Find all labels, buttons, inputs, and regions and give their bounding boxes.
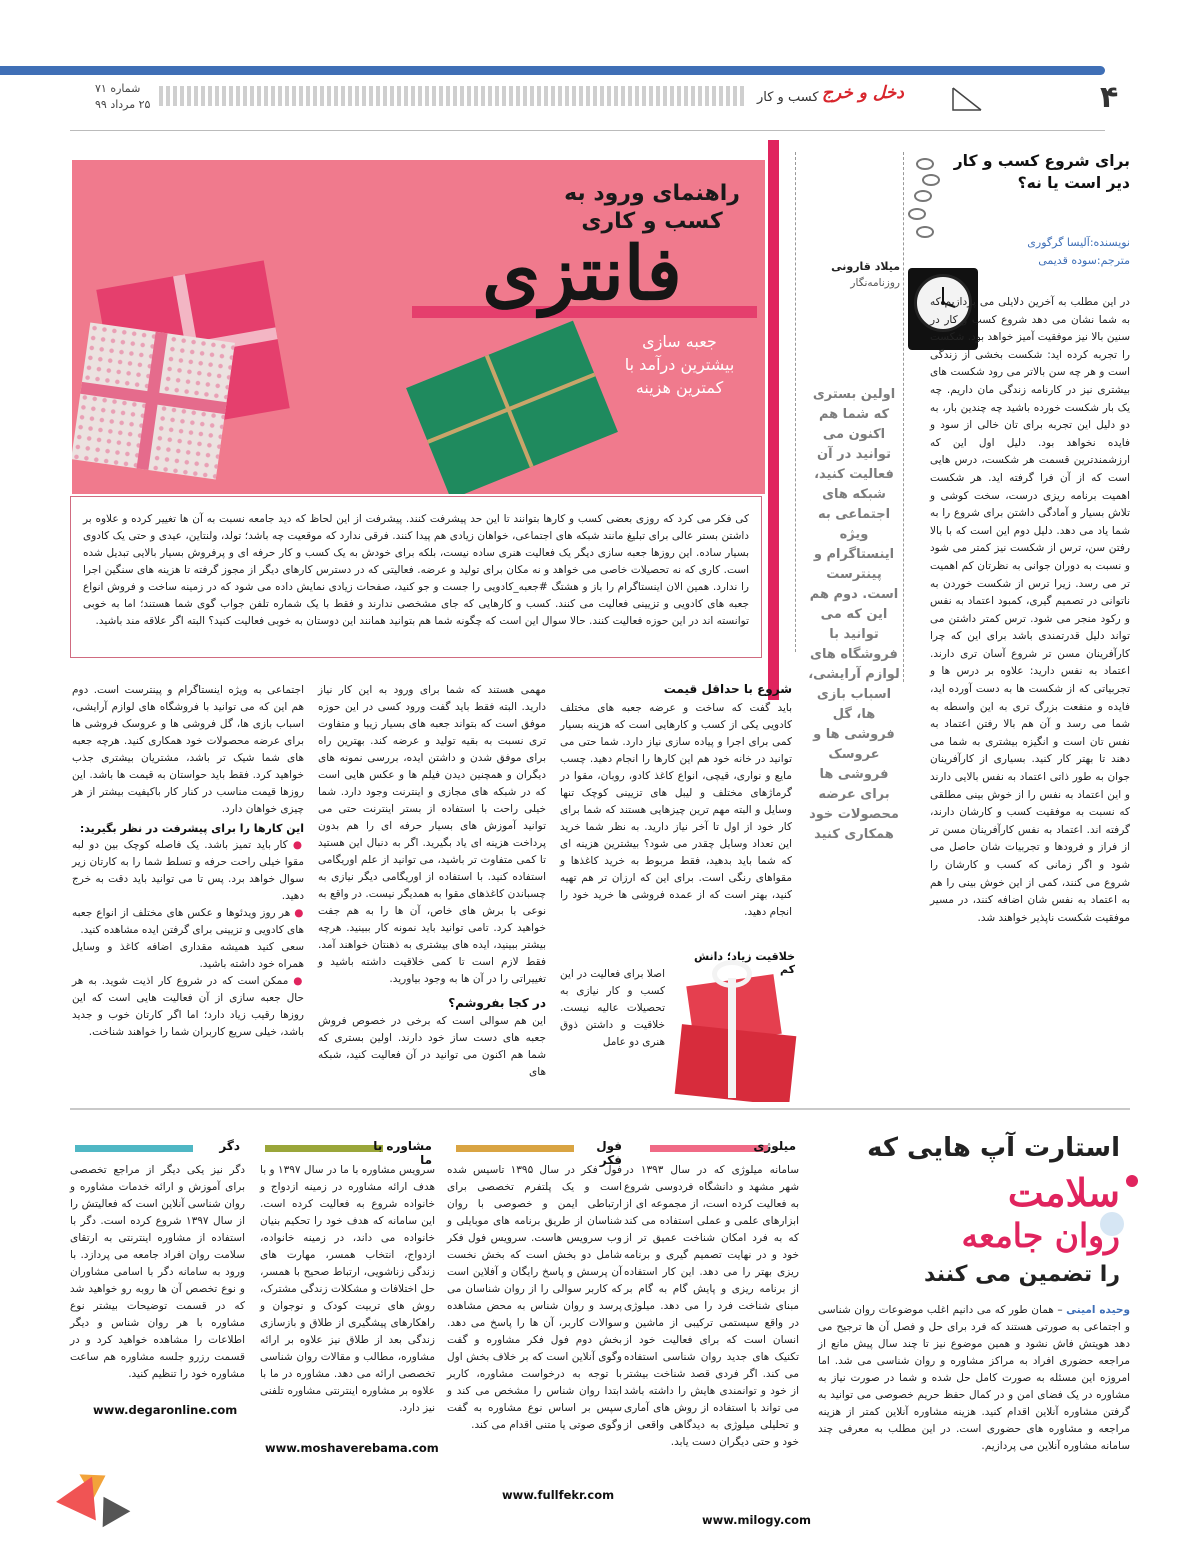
coin-icon [916,226,934,238]
top-accent-bar [0,66,1105,75]
website-link[interactable]: www.degaronline.com [93,1403,238,1417]
column-heading: میلوژی [753,1139,796,1153]
article-column-2 [318,682,546,1081]
feature-kicker: استارت آپ هایی که [867,1133,1120,1163]
article-paragraph: این هم سوالی است که برخی در خصوص فروش جعبه های دست ساز خود دارند. اولین بستری که شما هم اکنون می توانید در آن فعالیت کنید، شبکه های [318,1015,546,1078]
pull-quote: اولین بستری که شما هم اکنون می توانید در آن فعالیت کنید، شبکه های اجتماعی به ویژه اینستاگرام و پینترست است. دوم هم این که می توانید با فروشگاه های لوازم آرایشی، اسباب بازی ها، گل فروشی ها و عروسک فروشی ها برای عرضه محصولات خود همکاری کنید [808,387,900,842]
coin-icon [908,208,926,220]
accent-vertical-bar [768,140,779,700]
column-heading: دگر [219,1139,240,1153]
page-number: ۴ [1100,80,1119,115]
coin-icon [916,158,934,170]
feature-title-2: روان جامعه [961,1216,1120,1255]
website-link[interactable]: www.fullfekr.com [502,1488,615,1502]
hero-kicker-line-2: کسب و کاری [581,209,723,234]
side-article-body-wrap [930,294,1130,927]
tip-item [72,973,304,1041]
column-heading: فول فکر [596,1139,622,1167]
section-label: کسب و کار [757,90,819,105]
article-author: میلاد قارونی [831,260,900,273]
article-intro: کی فکر می کرد که روزی بعضی کسب و کارها بتوانند تا این حد پیشرفت کنند. پیشرفت از این لحاظ که دید جامعه نسبت به آن ها تغییر کرده و علاوه بر داشتن بستر عالی برای تبلیغ مانند شبکه های اجتماعی، خواهان زیادی هم پیدا کنند. فرقی ندارد که موقعیت چه باشد؛ تولد، ولنتاین، عیدی و حتی یک کادوی بسیار ساده. این روزها جعبه سازی دیگر یک فعالیت هنری ساده نیست، بلکه برای خودش به یک کسب و کار حرفه ای و پرفروش بسیار بالایی تبدیل شده است. کاری که نه تحصیلات خاصی می خواهد و نه مکان برای تولید و عرضه. فعالیتی که در دسترس کارهای دیگر از مجوز گرفته تا هزینه های سنگین اجرا را ندارد. همین الان اینستاگرام را باز و هشتگ #جعبه_کادویی را جست و جو کنید، صفحات زیادی نمایش داده می شود که در زمینه ساخت و فروش انواع جعبه های کادویی و تزیینی فعالیت می کنند. کسب و کارهایی که جای مشخصی ندارند و فقط با یک شماره تلفن جواب گوی شما هستند؛ اما به خوبی توانسته اند در این حوزه فعالیت کنند. حالا سوال این است که چگونه شما هم بتوانید همانند این دوستان به خوبی فعالیت کنید؟ البته اگر علاقه مند باشید. [83,513,749,627]
decorative-dot [1126,1175,1138,1187]
hero-subtitle [592,330,765,399]
coin-icon [922,174,940,186]
column-body: سامانه میلوژی که در سال ۱۳۹۳ در شهر مشهد و دانشگاه فردوسی شروع به فعالیت کرده است، از مجموعه ای از ابزارهای علمی و عملی استفاده می کند که به فرد امکان شناخت عمیق تر از خود و در نهایت تصمیم گیری و برنامه ریزی بهتر را می دهد. این کار استفاده از برنامه ریزی و پایش گام به گام بر مبنای شناخت فرد را می دهد. میلوژی در واقع سیستمی ترکیبی از ماشین و انسان است که برای فعالیت خود از تکنیک های جدید روان شناسی استفاده می کند. اگر فردی قصد شناخت بیشتر از خود و توانمندی هایش را داشته باشد می تواند با استفاده از روش های آماری و تحلیلی میلوژی به دیدگاهی واقعی از خود و حتی دیگران دست یابد. [624,1164,799,1448]
hero-subtitle-line-3: کمترین هزینه [635,378,724,397]
hero-image [72,160,765,494]
issue-number: شماره ۷۱ [95,82,141,95]
bullet-icon: ● [290,907,304,919]
coin-icon [914,190,932,202]
article-paragraph: اجتماعی به ویژه اینستاگرام و پینترست است. دوم هم این که می توانید با فروشگاه های لوازم آرایشی، اسباب بازی ها، گل فروشی ها و عروسک فروشی ها برای عرضه محصولات خود همکاری کنید. هرچه جعبه های شما شیک تر باشد، مشتریان بیشتری جذب خواهید کرد. فقط باید حواستان به قیمت ها باشد. این روزها قیمت مناسب در کنار کار باکیفیت بیشتر از هر چیزی خواهان دارد. [72,684,304,815]
feature-title-3: را تضمین می کنند [924,1262,1120,1287]
tip-item [72,939,304,973]
side-article-author: نویسنده:آلیسا گرگوری [1027,236,1130,249]
feature-text: – همان طور که می دانیم اغلب موضوعات روان شناسی و اجتماعی به صورتی هستند که فرد برای حل و فصل آن ها ترجیح می دهد هویتش فاش نشود و همین موضوع نیز تا چند سال پیش مانع از مراجعه حضوری افراد به مراکز مشاوره و روان شناسی می شد. اما امروزه این مسئله به صورت کامل حل شده و شما در صورت نیاز به مشاوره در یک فضای امن و در کمال حفظ حریم خصوصی می توانید به گرفتن مشاوره آنلاین اقدام کنید. هزینه مشاوره آنلاین کمتر از هزینه مراجعه و مشاوره های حضوری است. در این مطلب به معرفی چند سامانه مشاوره آنلاین می پردازیم. [818,1304,1130,1452]
feature-title-1: سلامت [1007,1170,1120,1215]
bullet-icon: ● [287,839,304,851]
gift-box-green [406,321,618,494]
article-column-3 [72,682,304,1041]
issue-date: ۲۵ مرداد ۹۹ [95,98,151,111]
section-heading: این کارها را برای پیشرفت در نظر بگیرید: [79,822,304,835]
header-divider [70,130,1105,131]
hero-subtitle-line-2: بیشترین درآمد با [624,355,735,374]
tip-text: ممکن است که در شروع کار اذیت شوید. به هر حال جعبه سازی از آن فعالیت هایی است که این روزها رقیب زیاد دارد؛ اما اگر کارتان خوب و جدید باشد، خیلی سریع کاربران شما را خواهند شناخت. [72,975,304,1038]
article-intro-box [70,496,762,658]
tip-text: کار باید تمیز باشد. یک فاصله کوچک بین دو لبه مقوا خیلی راحت حرفه و تسلط شما را به کارتان زیر سوال خواهد برد. پس تا می توانید باید دقت به خرج دهید. [72,839,304,902]
tip-text: هر روز ویدئوها و عکس های مختلف از انواع جعبه های کادویی و تزیینی برای گرفتن ایده مشاهده کنید. [72,907,304,936]
section-heading: شروع با حداقل قیمت [663,682,792,696]
column-divider [903,152,904,682]
article-paragraph: مهمی هستند که شما برای ورود به این کار نیاز دارید. البته فقط باید گفت ورود کسی در این حوزه موفق است که بتواند جعبه های بسیار زیبا و متفاوت تری نسبت به بقیه تولید و عرضه کند. بهترین راه برای موفق شدن و داشتن ایده، بررسی نمونه های دیگران و همچنین دیدن فیلم ها و عکس هایی است که در شبکه های مجازی و اینترنت وجود دارد. شما خیلی راحت با استفاده از بستر اینترنت حتی می توانید آموزش های بسیار حرفه ای را هم بدون پرداخت هزینه ای یاد بگیرید. اگر به دنبال این هستید تا کمی متفاوت تر باشید، می توانید از علم اوریگامی استفاده کنید. با استفاده از اوریگامی دیگر نیازی به چسباندن کاغذهای مقوا به همدیگر نیست. در واقع به نوعی با برش های خاص، آن ها را به هم جفت خواهید کرد. تامی توانید باید نمونه کار ببینید. هرچه بیشتر ببینید، ایده های بیشتری به ذهنتان خواهند آمد. فقط لازم است تا کمی خلاقیت داشته باشید و تغییراتی را در آن ها به وجود بیاورید. [318,684,546,985]
article-author-role: روزنامه‌نگار [850,277,900,289]
feature-body [818,1302,1130,1455]
tip-item [72,837,304,905]
article-column-1-bottom [560,966,665,1051]
column-body: فول فکر در سال ۱۳۹۵ تاسیس شده است و یک پلتفرم تخصصی برای ارتباطی ایمن و خصوصی با روان شناسان از طریق برنامه های موبایلی و وب سرویس هاست. سرویس فول فکر شامل دو بخش است که بخش نخست آن پرسش و پاسخ رایگان و آفلاین است که کاربر سوالی را از روان شناسان می پرسد و روان شناس به محض مشاهده سوالات کاربر، آن ها را پاسخ می دهد. بخش دوم فول فکر مشاوره و گفت وگوی آنلاین است که بر خلاف بخش اول با توجه به درخواست مشاوره، کاربر ابتدا روان شناس را مشخص می کند و سپس بر اساس نوع مشاوره به گفت وگوی صوتی یا متنی اقدام می کند. [447,1164,622,1431]
section-divider [70,1108,1130,1110]
hero-kicker-line-1: راهنمای ورود به [564,181,740,206]
column-color-bar [75,1145,193,1152]
side-article-title [920,150,1130,194]
column-divider [795,152,796,652]
side-article-body: در این مطلب به آخرین دلایلی می پردازیم که به شما نشان می دهد شروع کسب و کار در سنین بالا نیز موفقیت آمیز خواهد بود. شکست را تجربه کرده اید: شکست بخشی از زندگی است و هر چه سن بالاتر می رود شکست های بیشتری نیز در کارنامه زندگی مان داریم. چه یک بار شکست خورده باشید چه چندین بار، به دو دلیل این تجربه برای تان خالی از سود و فایده نخواهد بود. دلیل اول این که ارزشمندترین قسمت هر شکست، درس هایی است که از آن فرا گرفته اید. هر شکست اهمیت برنامه ریزی درست، سخت کوشی و تلاش بسیار و آمادگی داشتن برای شروع را به شما یاد می دهد. دلیل دوم این است که با بالا رفتن سن، ترس از شکست نیز کمتر می شود و نسبت به دوران جوانی به نظرتان کم اهمیت تر می رسد. زیرا ترس از شکست خوردن به ناتوانی در تصمیم گیری، کمبود اعتماد به نفس و رکود منجر می شود. ترس کمتر داشتن می تواند دلیل قدرتمندی باشد برای این که چرا کارآفرینان مسن تر شروع آسان تری دارند. اعتماد به نفس دارید: علاوه بر درس ها و تجربیاتی که از شکست ها به دست آورده اید، فایده و منفعت بزرگ تری به این واسطه به شما می رسد و آن هم بالا رفتن اعتماد به نفس تان است و انگیزه بیشتری به شما می دهند تا بهتر کار کنید. بسیاری از کارآفرینان جوان به طور ذاتی اعتماد به نفس بالایی دارند و این اعتماد به نفس را از خوش بینی مطلقی که نسبت به موفقیت کسب و کارشان دارند، گرفته اند. اعتماد به نفس کارآفرینان مسن تر از فراز و فرودها و تجربیات شان حاصل می شود و اگر زمانی که کسب و کارشان را شروع می کنند، کمی از این خوش بینی را هم به اعتماد به نفس شان اضافه کنند، در مسیر موفقیت شکست ناپذیر خواهند شد. [930,296,1130,924]
column-heading: مشاوره با ما [373,1139,432,1167]
feature-byline: وحیده امینی [1066,1304,1130,1316]
publication-logo: دخل و خرج [822,83,904,103]
hero-title: فانتزی [482,231,682,317]
section-heading: در کجا بفروشم؟ [448,996,546,1010]
article-paragraph: اصلا برای فعالیت در این کسب و کار نیازی به تحصیلات عالیه نیست. خلاقیت و داشتن ذوق هنری دو عامل [560,968,665,1048]
bullet-icon: ● [288,975,305,987]
gift-box-white [72,323,235,480]
website-link[interactable]: www.moshaverebama.com [265,1441,439,1455]
article-column-1 [560,682,792,921]
column-color-bar [650,1145,768,1152]
website-link[interactable]: www.milogy.com [702,1513,812,1527]
section-heading: خلاقیت زیاد؛ دانش کم [693,950,795,976]
column-body: دگر نیز یکی دیگر از مراجع تخصصی برای آموزش و ارائه خدمات مشاوره و روان شناسی آنلاین است که فعالیتش را از سال ۱۳۹۷ شروع کرده است. دگر با استفاده از مشاوره اینترنتی به ارتقای سلامت روان افراد جامعه می پردازد. با ورود به سامانه دگر با اسامی مشاوران و نوع تخصص آن ها روبه رو خواهید شد که در قسمت توضیحات بیشتر نوع مشاوره با هر روان شناس و دیگر اطلاعات را مشاهده خواهید کرد و در قسمت رزرو جلسه مشاوره هم ساعت مشاوره خود را تنظیم کنید. [70,1164,245,1380]
hero-subtitle-line-1: جعبه سازی [642,332,717,351]
tip-text: سعی کنید همیشه مقداری اضافه کاغذ و وسایل همراه خود داشته باشید. [72,941,304,970]
gift-box-image [668,940,803,1102]
tip-item [72,905,304,939]
feature-paragraph [818,1302,1130,1455]
side-title-line-2: دیر است یا نه؟ [1017,174,1130,192]
side-article-translator: مترجم:سوده قدیمی [1038,254,1130,267]
column-color-bar [456,1145,574,1152]
side-title-line-1: برای شروع کسب و کار [953,152,1130,170]
header-pattern-strip [159,86,744,106]
column-body: سرویس مشاوره با ما در سال ۱۳۹۷ و با هدف ارائه مشاوره در زمینه ازدواج و خانواده شروع به فعالیت کرده است. این سامانه که هدف خود را تحکیم بنیان خانواده می داند، در زمینه خانواده، ازدواج، انتخاب همسر، مهارت های زندگی زناشویی، ارتباط صحیح با همسر، حل اختلافات و مشکلات زندگی مشترک، روش های تربیت کودک و نوجوان و راهکارهای پیشگیری از طلاق و بازسازی زندگی بعد از طلاق نیز علاوه بر ارائه مشاوره، مطالب و مقالات روان شناسی تخصصی ارائه می دهد. مشاوره در ما با علاوه بر مشاوره اینترنتی مشاوره تلفنی نیز دارد. [260,1164,435,1414]
corner-arrow-icon [950,85,984,113]
article-paragraph: باید گفت که ساخت و عرضه جعبه های مختلف کادویی یکی از کسب و کارهایی است که هزینه بسیار کمی برای اجرا و پیاده سازی نیاز دارد. شما حتی می توانید در خانه خود هم این کارها را انجام دهید. چسب مایع و نواری، قیچی، انواع کاغذ کادو، روبان، مقوا در گرماژهای مختلف و لیبل های تزیینی کوچک تنها وسایل و البته مهم ترین چیزهایی هستند که شما برای کار خود از اول تا آخر نیاز دارید. به نظر شما خرید این تعداد وسایل چقدر می شود؟ بیشترین هزینه ای که شما باید بدهید، فقط مربوط به خرید کاغذها و مقواهای رنگی است. برای این که ارزان تر هم تهیه کنید، بهتر است که از عمده فروشی ها خرید خود را انجام دهید. [560,702,792,918]
